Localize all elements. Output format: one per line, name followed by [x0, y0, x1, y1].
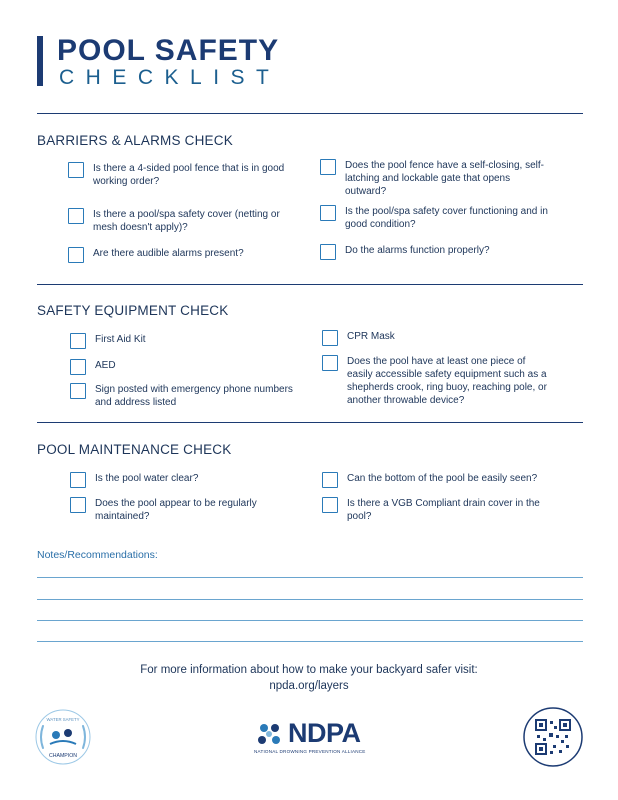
- checklist-item: [322, 497, 552, 523]
- divider: [37, 422, 583, 423]
- page-title: POOL SAFETY: [57, 34, 280, 67]
- checklist-item-label: Is there a VGB Compliant drain cover in the pool?: [347, 498, 540, 522]
- badge-top-text: WATER SAFETY: [46, 717, 80, 722]
- checklist-item-label: Does the pool have at least one piece of easily accessible safety equipment such as a shepherds crook, ring buoy, reaching pole, or another throwable device?: [347, 356, 547, 406]
- checklist-item: [70, 497, 300, 523]
- ndpa-logo: [254, 718, 366, 757]
- badge-bottom-text: CHAMPION: [49, 753, 77, 759]
- checkbox[interactable]: [70, 472, 86, 488]
- checklist-item: [70, 472, 300, 488]
- checklist-item: [70, 333, 300, 349]
- notes-line[interactable]: [37, 620, 583, 621]
- checklist-item-label: Do the alarms function properly?: [345, 245, 490, 256]
- checklist-item: [320, 159, 550, 198]
- checkbox[interactable]: [320, 244, 336, 260]
- notes-label: Notes/Recommendations:: [37, 549, 158, 561]
- checklist-item-label: Is there a 4-sided pool fence that is in good working order?: [93, 163, 285, 187]
- notes-line[interactable]: [37, 599, 583, 600]
- page-subtitle: CHECKLIST: [59, 66, 281, 89]
- checklist-item: [68, 247, 298, 263]
- section-title-barriers: BARRIERS & ALARMS CHECK: [37, 133, 233, 148]
- checklist-item-label: AED: [95, 360, 116, 371]
- checklist-item: [320, 205, 550, 231]
- ndpa-logo-subtitle: NATIONAL DROWNING PREVENTION ALLIANCE: [254, 749, 366, 754]
- ndpa-swimmer-icon: [254, 720, 286, 750]
- checklist-item-label: Is the pool water clear?: [95, 473, 199, 484]
- checklist-item: [68, 162, 298, 188]
- checkbox[interactable]: [322, 472, 338, 488]
- divider: [37, 113, 583, 114]
- checkbox[interactable]: [70, 333, 86, 349]
- checkbox[interactable]: [68, 162, 84, 178]
- checklist-item: [322, 355, 552, 407]
- checklist-item-label: Can the bottom of the pool be easily seen?: [347, 473, 538, 484]
- checklist-item: [322, 330, 552, 346]
- checklist-item: [322, 472, 552, 488]
- checklist-item-label: Sign posted with emergency phone numbers and address listed: [95, 384, 293, 408]
- checkbox[interactable]: [320, 159, 336, 175]
- checkbox[interactable]: [322, 330, 338, 346]
- notes-line[interactable]: [37, 641, 583, 642]
- checklist-item-label: Is the pool/spa safety cover functioning and in good condition?: [345, 206, 548, 230]
- checklist-item: [320, 244, 550, 260]
- checklist-item-label: Does the pool fence have a self-closing, self-latching and lockable gate that opens outward?: [345, 160, 544, 197]
- checkbox[interactable]: [70, 359, 86, 375]
- checklist-item: [68, 208, 298, 234]
- checklist-item: [70, 383, 300, 409]
- checklist-item-label: First Aid Kit: [95, 334, 146, 345]
- checklist-item-label: Are there audible alarms present?: [93, 248, 244, 259]
- section-title-equipment: SAFETY EQUIPMENT CHECK: [37, 303, 229, 318]
- checklist-item-label: CPR Mask: [347, 331, 395, 342]
- divider: [37, 284, 583, 285]
- checklist-item: [70, 359, 300, 375]
- notes-line[interactable]: [37, 577, 583, 578]
- checkbox[interactable]: [68, 247, 84, 263]
- footer-url[interactable]: npda.org/layers: [269, 680, 349, 692]
- ndpa-logo-text: NDPA: [288, 718, 361, 748]
- footer-info-text: For more information about how to make your backyard safer visit:: [140, 664, 478, 676]
- checkbox[interactable]: [320, 205, 336, 221]
- section-title-maintenance: POOL MAINTENANCE CHECK: [37, 442, 232, 457]
- checkbox[interactable]: [68, 208, 84, 224]
- checkbox[interactable]: [70, 383, 86, 399]
- checklist-item-label: Is there a pool/spa safety cover (netting or mesh doesn't apply)?: [93, 209, 280, 233]
- qr-code-icon[interactable]: [523, 707, 583, 767]
- header-accent-bar: [37, 36, 43, 86]
- water-safety-champion-badge-icon: [34, 708, 92, 766]
- checkbox[interactable]: [322, 497, 338, 513]
- checkbox[interactable]: [70, 497, 86, 513]
- checklist-item-label: Does the pool appear to be regularly maintained?: [95, 498, 257, 522]
- checkbox[interactable]: [322, 355, 338, 371]
